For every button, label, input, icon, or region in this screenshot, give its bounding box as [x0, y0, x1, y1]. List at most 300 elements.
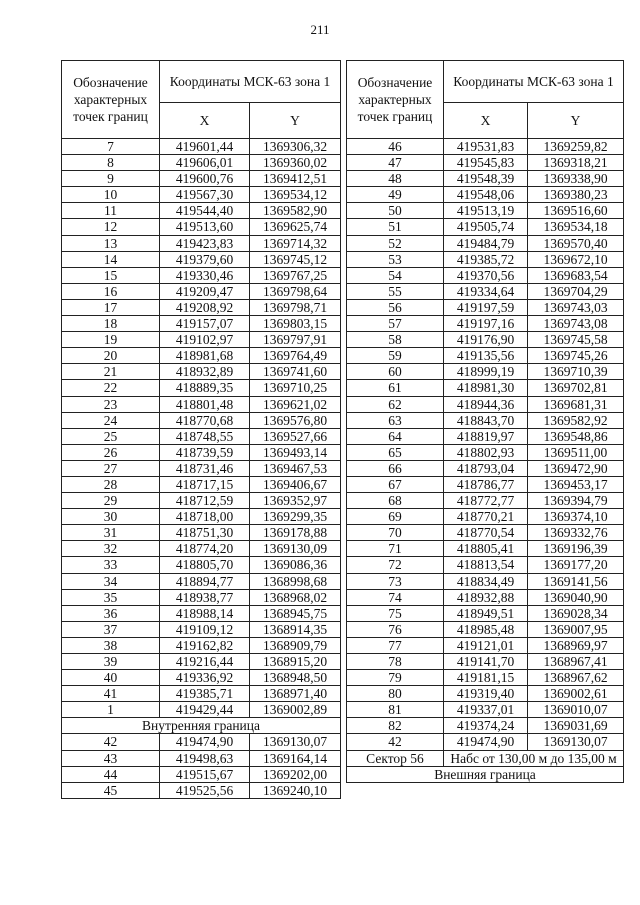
x-column-header: X: [160, 103, 250, 139]
table-row: [62, 541, 341, 557]
point-id: 45: [62, 782, 160, 798]
table-row: [347, 267, 624, 283]
table-row: [62, 396, 341, 412]
x-coordinate: 418819,97: [444, 428, 528, 444]
y-coordinate: 1368948,50: [250, 670, 341, 686]
x-coordinate: 418944,36: [444, 396, 528, 412]
page-number: 211: [310, 22, 330, 37]
point-id: 72: [347, 557, 444, 573]
x-coordinate: 419567,30: [160, 187, 250, 203]
table-row: [62, 637, 341, 653]
table-row: [62, 766, 341, 782]
point-id: 20: [62, 348, 160, 364]
point-id: 46: [347, 139, 444, 155]
point-id: 55: [347, 283, 444, 299]
y-coordinate: 1369338,90: [528, 171, 624, 187]
x-coordinate: 418770,21: [444, 509, 528, 525]
table-row: [62, 155, 341, 171]
x-coordinate: 418843,70: [444, 412, 528, 428]
table-row: [347, 380, 624, 396]
point-id: 42: [62, 734, 160, 750]
x-coordinate: 419121,01: [444, 637, 528, 653]
y-coordinate: 1369130,07: [528, 734, 624, 750]
x-coordinate: 419601,44: [160, 139, 250, 155]
y-coordinate: 1369412,51: [250, 171, 341, 187]
y-coordinate: 1369306,32: [250, 139, 341, 155]
table-row: [347, 187, 624, 203]
table-row: [62, 557, 341, 573]
y-coordinate: 1369798,71: [250, 299, 341, 315]
y-column-header: Y: [528, 103, 624, 139]
table-row: [347, 476, 624, 492]
table-row: [62, 235, 341, 251]
y-coordinate: 1369007,95: [528, 621, 624, 637]
point-id: 1: [62, 702, 160, 718]
y-coordinate: 1369010,07: [528, 702, 624, 718]
point-id: 35: [62, 589, 160, 605]
x-coordinate: 419385,72: [444, 251, 528, 267]
y-coordinate: 1369741,60: [250, 364, 341, 380]
y-coordinate: 1369576,80: [250, 412, 341, 428]
left-rows: [62, 139, 341, 718]
y-coordinate: 1369453,17: [528, 476, 624, 492]
point-id: 73: [347, 573, 444, 589]
x-coordinate: 418805,41: [444, 541, 528, 557]
table-row: [347, 251, 624, 267]
y-coordinate: 1369086,36: [250, 557, 341, 573]
y-coordinate: 1369130,07: [250, 734, 341, 750]
x-coordinate: 419337,01: [444, 702, 528, 718]
table-row: [347, 412, 624, 428]
x-coordinate: 418751,30: [160, 525, 250, 541]
table-row: [62, 332, 341, 348]
table-row: [347, 316, 624, 332]
x-coordinate: 419208,92: [160, 299, 250, 315]
x-coordinate: 419385,71: [160, 686, 250, 702]
point-id: 8: [62, 155, 160, 171]
point-id: 60: [347, 364, 444, 380]
y-coordinate: 1369582,92: [528, 412, 624, 428]
table-row: [347, 283, 624, 299]
y-coordinate: 1369493,14: [250, 444, 341, 460]
sector-name: Сектор 56: [347, 750, 444, 766]
table-row: [347, 219, 624, 235]
table-row: [62, 251, 341, 267]
x-coordinate: 419545,83: [444, 155, 528, 171]
x-coordinate: 419429,44: [160, 702, 250, 718]
table-row: [62, 348, 341, 364]
table-row: [347, 460, 624, 476]
y-coordinate: 1368998,68: [250, 573, 341, 589]
right-coordinates-table: [346, 60, 624, 783]
y-coordinate: 1369798,64: [250, 283, 341, 299]
y-coordinate: 1369797,91: [250, 332, 341, 348]
x-coordinate: 419176,90: [444, 332, 528, 348]
point-id: 65: [347, 444, 444, 460]
table-row: [347, 557, 624, 573]
outer-boundary-label: Внешняя граница: [347, 766, 624, 782]
table-row: [62, 750, 341, 766]
left-rows-inner: [62, 734, 341, 798]
point-id: 10: [62, 187, 160, 203]
y-coordinate: 1369767,25: [250, 267, 341, 283]
x-coordinate: 418894,77: [160, 573, 250, 589]
point-id: 7: [62, 139, 160, 155]
table-row: [347, 605, 624, 621]
point-id: 80: [347, 686, 444, 702]
table-row: [62, 493, 341, 509]
x-coordinate: 419474,90: [160, 734, 250, 750]
table-row: [62, 299, 341, 315]
table-row: [62, 444, 341, 460]
coords-column-header: Координаты МСК-63 зона 1: [444, 61, 624, 103]
point-id: 14: [62, 251, 160, 267]
point-id: 33: [62, 557, 160, 573]
x-coordinate: 419505,74: [444, 219, 528, 235]
table-row: [347, 654, 624, 670]
sector-height-note: Набс от 130,00 м до 135,00 м: [444, 750, 624, 766]
y-column-header: Y: [250, 103, 341, 139]
point-id: 12: [62, 219, 160, 235]
table-row: [347, 428, 624, 444]
table-row: [347, 621, 624, 637]
y-coordinate: 1369511,00: [528, 444, 624, 460]
point-id: 19: [62, 332, 160, 348]
x-coordinate: 418889,35: [160, 380, 250, 396]
y-coordinate: 1369299,35: [250, 509, 341, 525]
x-coordinate: 418731,46: [160, 460, 250, 476]
x-coordinate: 419515,67: [160, 766, 250, 782]
table-row: [347, 637, 624, 653]
outer-boundary-row: [347, 766, 624, 782]
table-row: [347, 139, 624, 155]
table-row: [347, 332, 624, 348]
point-id: 23: [62, 396, 160, 412]
y-coordinate: 1369743,08: [528, 316, 624, 332]
x-coordinate: 418949,51: [444, 605, 528, 621]
points-column-header: Обозначение характерных точек границ: [347, 61, 444, 139]
x-coordinate: 418717,15: [160, 476, 250, 492]
y-coordinate: 1368967,62: [528, 670, 624, 686]
y-coordinate: 1369672,10: [528, 251, 624, 267]
x-coordinate: 419606,01: [160, 155, 250, 171]
x-coordinate: 419209,47: [160, 283, 250, 299]
point-id: 62: [347, 396, 444, 412]
table-row: [62, 589, 341, 605]
y-coordinate: 1369028,34: [528, 605, 624, 621]
point-id: 24: [62, 412, 160, 428]
y-coordinate: 1369394,79: [528, 493, 624, 509]
point-id: 51: [347, 219, 444, 235]
x-coordinate: 418985,48: [444, 621, 528, 637]
x-coordinate: 419135,56: [444, 348, 528, 364]
sector-row: [347, 750, 624, 766]
y-coordinate: 1369406,67: [250, 476, 341, 492]
point-id: 67: [347, 476, 444, 492]
table-row: [347, 155, 624, 171]
left-coordinates-table: [61, 60, 341, 799]
table-row: [62, 621, 341, 637]
table-row: [62, 670, 341, 686]
y-coordinate: 1369040,90: [528, 589, 624, 605]
y-coordinate: 1369548,86: [528, 428, 624, 444]
y-coordinate: 1369702,81: [528, 380, 624, 396]
y-coordinate: 1369527,66: [250, 428, 341, 444]
y-coordinate: 1369002,61: [528, 686, 624, 702]
y-coordinate: 1369031,69: [528, 718, 624, 734]
y-coordinate: 1369196,39: [528, 541, 624, 557]
point-id: 26: [62, 444, 160, 460]
table-row: [62, 734, 341, 750]
x-coordinate: 419336,92: [160, 670, 250, 686]
table-row: [347, 509, 624, 525]
x-coordinate: 418770,54: [444, 525, 528, 541]
table-row: [347, 734, 624, 750]
table-row: [347, 444, 624, 460]
point-id: 75: [347, 605, 444, 621]
x-coordinate: 419379,60: [160, 251, 250, 267]
x-coordinate: 418712,59: [160, 493, 250, 509]
inner-boundary-row: [62, 718, 341, 734]
table-row: [62, 412, 341, 428]
x-coordinate: 419330,46: [160, 267, 250, 283]
point-id: 39: [62, 654, 160, 670]
x-column-header: X: [444, 103, 528, 139]
table-row: [347, 396, 624, 412]
x-coordinate: 418932,88: [444, 589, 528, 605]
right-rows: [347, 139, 624, 751]
y-coordinate: 1369745,12: [250, 251, 341, 267]
table-row: [347, 203, 624, 219]
table-row: [347, 493, 624, 509]
x-coordinate: 419141,70: [444, 654, 528, 670]
x-coordinate: 419181,15: [444, 670, 528, 686]
table-row: [347, 348, 624, 364]
y-coordinate: 1369710,39: [528, 364, 624, 380]
point-id: 15: [62, 267, 160, 283]
point-id: 29: [62, 493, 160, 509]
y-coordinate: 1369743,03: [528, 299, 624, 315]
y-coordinate: 1368945,75: [250, 605, 341, 621]
point-id: 36: [62, 605, 160, 621]
point-id: 61: [347, 380, 444, 396]
y-coordinate: 1369259,82: [528, 139, 624, 155]
table-row: [347, 702, 624, 718]
point-id: 18: [62, 316, 160, 332]
x-coordinate: 419109,12: [160, 621, 250, 637]
x-coordinate: 418802,93: [444, 444, 528, 460]
x-coordinate: 418938,77: [160, 589, 250, 605]
x-coordinate: 419162,82: [160, 637, 250, 653]
table-row: [62, 267, 341, 283]
point-id: 11: [62, 203, 160, 219]
y-coordinate: 1369380,23: [528, 187, 624, 203]
point-id: 13: [62, 235, 160, 251]
point-id: 49: [347, 187, 444, 203]
x-coordinate: 418748,55: [160, 428, 250, 444]
point-id: 76: [347, 621, 444, 637]
y-coordinate: 1369318,21: [528, 155, 624, 171]
point-id: 81: [347, 702, 444, 718]
point-id: 50: [347, 203, 444, 219]
x-coordinate: 418793,04: [444, 460, 528, 476]
x-coordinate: 419544,40: [160, 203, 250, 219]
y-coordinate: 1369714,32: [250, 235, 341, 251]
x-coordinate: 418981,68: [160, 348, 250, 364]
x-coordinate: 419216,44: [160, 654, 250, 670]
y-coordinate: 1369467,53: [250, 460, 341, 476]
point-id: 47: [347, 155, 444, 171]
x-coordinate: 418932,89: [160, 364, 250, 380]
table-row: [62, 283, 341, 299]
y-coordinate: 1369352,97: [250, 493, 341, 509]
table-row: [62, 171, 341, 187]
x-coordinate: 419548,06: [444, 187, 528, 203]
table-row: [347, 718, 624, 734]
table-row: [62, 187, 341, 203]
x-coordinate: 419484,79: [444, 235, 528, 251]
point-id: 43: [62, 750, 160, 766]
point-id: 27: [62, 460, 160, 476]
point-id: 17: [62, 299, 160, 315]
x-coordinate: 419370,56: [444, 267, 528, 283]
x-coordinate: 419197,59: [444, 299, 528, 315]
table-row: [347, 235, 624, 251]
table-row: [347, 573, 624, 589]
x-coordinate: 419374,24: [444, 718, 528, 734]
inner-boundary-label: Внутренняя граница: [62, 718, 341, 734]
point-id: 32: [62, 541, 160, 557]
table-row: [62, 525, 341, 541]
y-coordinate: 1369202,00: [250, 766, 341, 782]
y-coordinate: 1369534,18: [528, 219, 624, 235]
x-coordinate: 418718,00: [160, 509, 250, 525]
x-coordinate: 418786,77: [444, 476, 528, 492]
point-id: 28: [62, 476, 160, 492]
y-coordinate: 1369710,25: [250, 380, 341, 396]
x-coordinate: 419474,90: [444, 734, 528, 750]
x-coordinate: 419157,07: [160, 316, 250, 332]
point-id: 69: [347, 509, 444, 525]
point-id: 66: [347, 460, 444, 476]
table-row: [62, 509, 341, 525]
y-coordinate: 1369582,90: [250, 203, 341, 219]
point-id: 41: [62, 686, 160, 702]
point-id: 40: [62, 670, 160, 686]
y-coordinate: 1369570,40: [528, 235, 624, 251]
point-id: 57: [347, 316, 444, 332]
y-coordinate: 1369472,90: [528, 460, 624, 476]
point-id: 31: [62, 525, 160, 541]
point-id: 56: [347, 299, 444, 315]
y-coordinate: 1369178,88: [250, 525, 341, 541]
x-coordinate: 418805,70: [160, 557, 250, 573]
y-coordinate: 1368909,79: [250, 637, 341, 653]
point-id: 74: [347, 589, 444, 605]
table-row: [62, 380, 341, 396]
y-coordinate: 1369764,49: [250, 348, 341, 364]
coords-column-header: Координаты МСК-63 зона 1: [160, 61, 341, 103]
point-id: 64: [347, 428, 444, 444]
point-id: 63: [347, 412, 444, 428]
table-row: [347, 670, 624, 686]
x-coordinate: 418774,20: [160, 541, 250, 557]
x-coordinate: 418834,49: [444, 573, 528, 589]
y-coordinate: 1369240,10: [250, 782, 341, 798]
table-row: [347, 589, 624, 605]
y-coordinate: 1368968,02: [250, 589, 341, 605]
point-id: 48: [347, 171, 444, 187]
point-id: 30: [62, 509, 160, 525]
x-coordinate: 418739,59: [160, 444, 250, 460]
x-coordinate: 418801,48: [160, 396, 250, 412]
point-id: 44: [62, 766, 160, 782]
point-id: 82: [347, 718, 444, 734]
y-coordinate: 1369141,56: [528, 573, 624, 589]
table-row: [62, 139, 341, 155]
point-id: 77: [347, 637, 444, 653]
point-id: 22: [62, 380, 160, 396]
table-row: [347, 364, 624, 380]
table-row: [62, 219, 341, 235]
table-row: [62, 654, 341, 670]
x-coordinate: 419531,83: [444, 139, 528, 155]
x-coordinate: 419600,76: [160, 171, 250, 187]
y-coordinate: 1369745,58: [528, 332, 624, 348]
point-id: 38: [62, 637, 160, 653]
y-coordinate: 1369534,12: [250, 187, 341, 203]
y-coordinate: 1368967,41: [528, 654, 624, 670]
y-coordinate: 1369683,54: [528, 267, 624, 283]
y-coordinate: 1369130,09: [250, 541, 341, 557]
x-coordinate: 418999,19: [444, 364, 528, 380]
table-row: [62, 476, 341, 492]
point-id: 34: [62, 573, 160, 589]
x-coordinate: 419513,60: [160, 219, 250, 235]
point-id: 70: [347, 525, 444, 541]
y-coordinate: 1369332,76: [528, 525, 624, 541]
x-coordinate: 418813,54: [444, 557, 528, 573]
table-row: [62, 702, 341, 718]
x-coordinate: 419334,64: [444, 283, 528, 299]
table-row: [62, 460, 341, 476]
points-column-header: Обозначение характерных точек границ: [62, 61, 160, 139]
y-coordinate: 1369516,60: [528, 203, 624, 219]
point-id: 37: [62, 621, 160, 637]
table-row: [62, 686, 341, 702]
y-coordinate: 1369374,10: [528, 509, 624, 525]
y-coordinate: 1368969,97: [528, 637, 624, 653]
y-coordinate: 1369625,74: [250, 219, 341, 235]
point-id: 25: [62, 428, 160, 444]
point-id: 79: [347, 670, 444, 686]
table-row: [347, 171, 624, 187]
y-coordinate: 1369177,20: [528, 557, 624, 573]
y-coordinate: 1369360,02: [250, 155, 341, 171]
table-row: [62, 203, 341, 219]
x-coordinate: 418981,30: [444, 380, 528, 396]
y-coordinate: 1368914,35: [250, 621, 341, 637]
x-coordinate: 418988,14: [160, 605, 250, 621]
table-row: [62, 428, 341, 444]
y-coordinate: 1369745,26: [528, 348, 624, 364]
y-coordinate: 1368971,40: [250, 686, 341, 702]
point-id: 59: [347, 348, 444, 364]
x-coordinate: 419102,97: [160, 332, 250, 348]
y-coordinate: 1369621,02: [250, 396, 341, 412]
x-coordinate: 419423,83: [160, 235, 250, 251]
table-row: [62, 782, 341, 798]
